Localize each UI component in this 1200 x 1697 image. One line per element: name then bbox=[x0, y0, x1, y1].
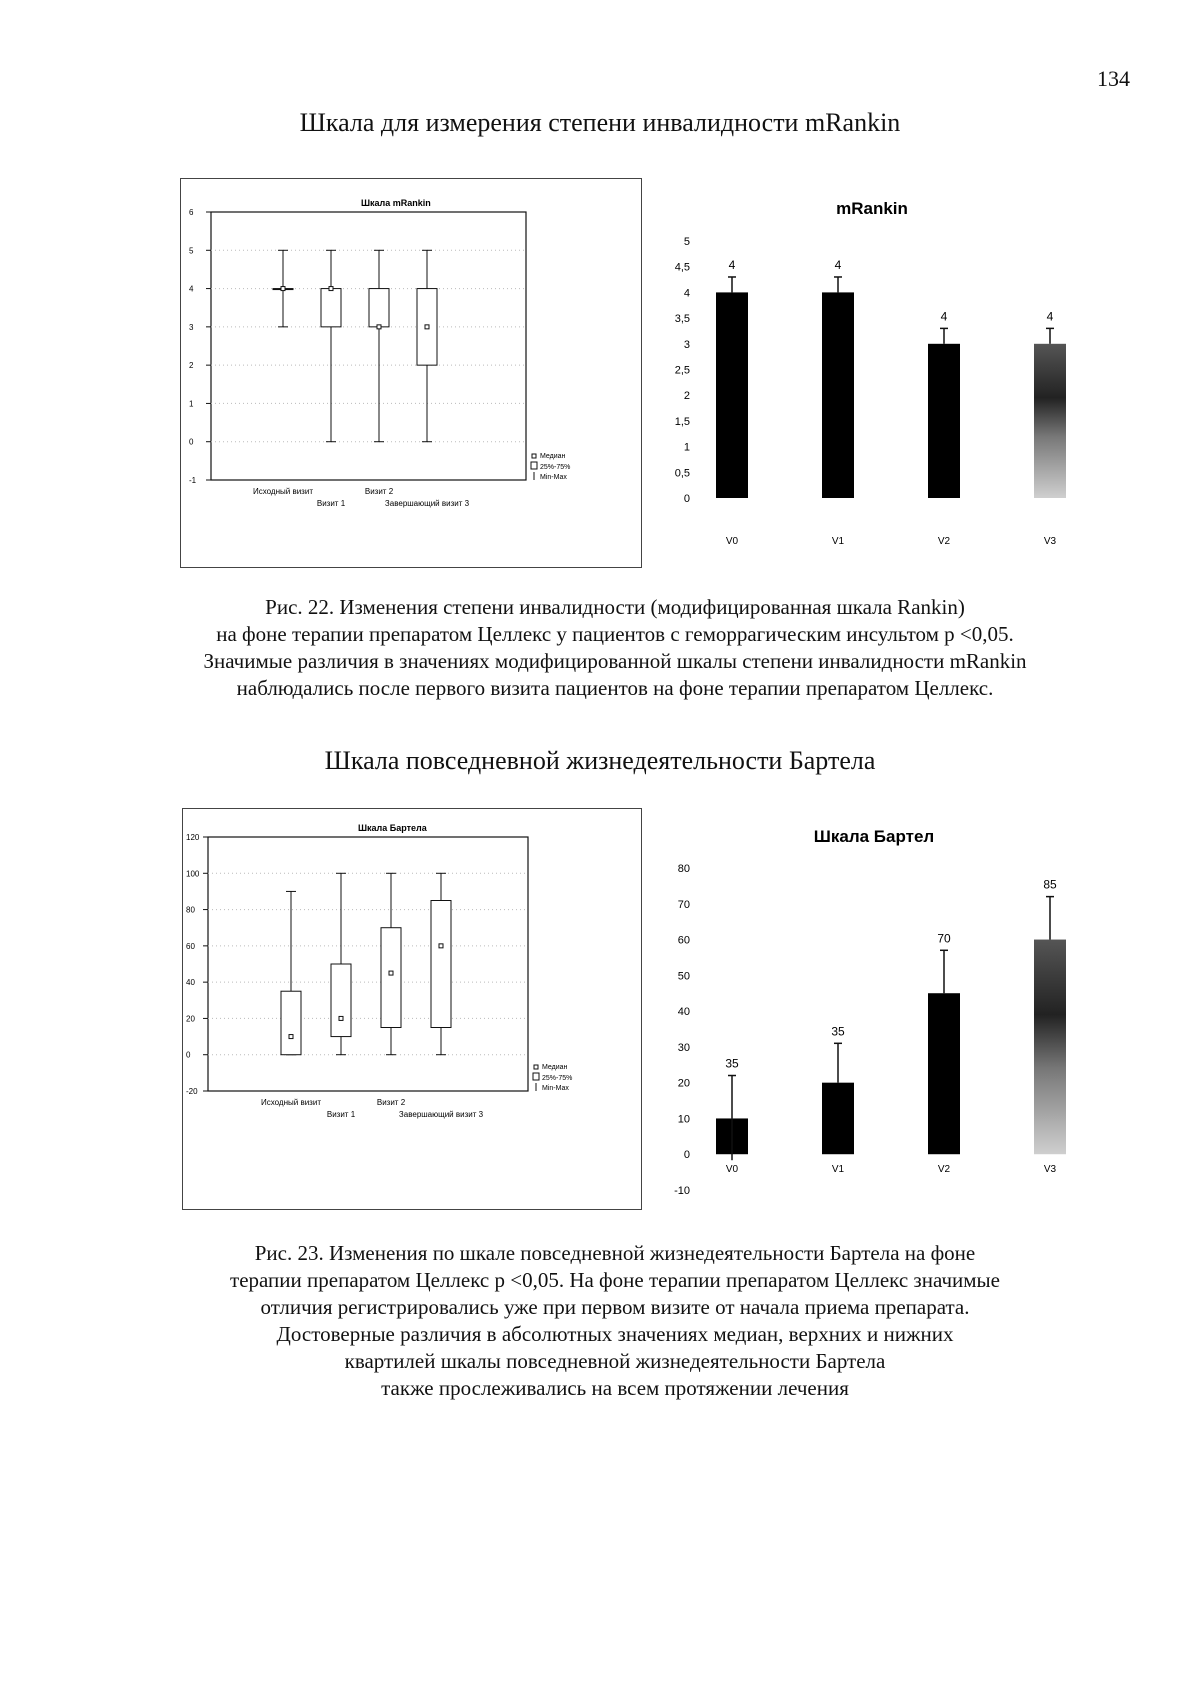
median-marker bbox=[425, 325, 429, 329]
boxplot-title: Шкала mRankin bbox=[361, 198, 431, 208]
box-iqr bbox=[321, 289, 341, 327]
box-iqr bbox=[331, 964, 351, 1037]
category-label: Исходный визит bbox=[261, 1098, 321, 1107]
legend-median-label: Медиан bbox=[542, 1064, 568, 1071]
y-tick-label: 30 bbox=[677, 1041, 690, 1054]
median-marker bbox=[439, 944, 443, 948]
bar-v2 bbox=[928, 993, 960, 1154]
bar-v3 bbox=[1034, 344, 1066, 498]
bar-v0 bbox=[716, 292, 748, 498]
y-tick-label: 70 bbox=[677, 898, 690, 911]
plot-area bbox=[208, 837, 528, 1091]
caption-line: Рис. 23. Изменения по шкале повседневной жизнедеятельности Бартела на фоне bbox=[254, 1241, 976, 1265]
caption-line: Значимые различия в значениях модифицированной шкалы степени инвалидности mRankin bbox=[203, 649, 1027, 673]
y-tick-label: 60 bbox=[677, 934, 690, 947]
y-tick-label: 0 bbox=[683, 493, 690, 505]
y-tick-label: 2 bbox=[189, 361, 194, 371]
boxplot-frame-mrankin bbox=[180, 178, 642, 568]
y-tick-label: 4 bbox=[683, 287, 690, 300]
y-tick-label: -20 bbox=[186, 1087, 198, 1096]
y-tick-label: 20 bbox=[677, 1077, 690, 1090]
y-tick-label: 5 bbox=[189, 246, 194, 256]
median-marker bbox=[377, 325, 381, 329]
legend-median-icon bbox=[534, 1065, 538, 1069]
chart-title: Шкала Бартел bbox=[813, 827, 935, 846]
y-tick-label: 1,5 bbox=[674, 415, 690, 428]
y-tick-label: 1 bbox=[189, 399, 194, 409]
legend-minmax-label: Min-Max bbox=[540, 474, 567, 481]
caption-line: квартилей шкалы повседневной жизнедеятельности Бартела bbox=[344, 1349, 886, 1373]
y-tick-label: 0,5 bbox=[674, 467, 690, 480]
bar-v2 bbox=[928, 344, 960, 498]
y-tick-label: 0 bbox=[683, 1149, 690, 1162]
figure-caption-22 bbox=[150, 594, 1080, 702]
category-label: V3 bbox=[1043, 1164, 1057, 1175]
category-label: Визит 1 bbox=[326, 1110, 356, 1119]
y-tick-label: 4 bbox=[189, 284, 194, 294]
bar-v1 bbox=[822, 1083, 854, 1155]
category-label: V2 bbox=[937, 536, 951, 547]
category-label: Визит 1 bbox=[316, 499, 346, 508]
chart-title: mRankin bbox=[836, 199, 908, 218]
y-tick-label: 5 bbox=[683, 236, 690, 248]
y-tick-label: 40 bbox=[677, 1006, 690, 1019]
y-tick-label: 3 bbox=[189, 322, 194, 332]
category-label: Визит 2 bbox=[364, 487, 394, 496]
category-label: Визит 2 bbox=[376, 1098, 406, 1107]
caption-line: также прослеживались на всем протяжении лечения bbox=[381, 1376, 849, 1400]
data-label: 35 bbox=[831, 1024, 845, 1039]
section-title-barthel: Шкала повседневной жизнедеятельности Бартела bbox=[324, 746, 876, 775]
section-title-mrankin: Шкала для измерения степени инвалидности mRankin bbox=[299, 108, 901, 137]
caption-line: наблюдались после первого визита пациентов на фоне терапии препаратом Целлекс. bbox=[236, 676, 994, 700]
page-number: 134 bbox=[1097, 66, 1130, 91]
y-tick-label: 0 bbox=[189, 437, 194, 447]
category-label: V0 bbox=[725, 536, 739, 547]
legend-iqr-icon bbox=[533, 1073, 539, 1080]
y-tick-label: -10 bbox=[674, 1185, 690, 1197]
y-tick-label: -1 bbox=[189, 476, 197, 485]
legend-minmax-label: Min-Max bbox=[542, 1085, 569, 1092]
legend-iqr-label: 25%-75% bbox=[540, 464, 571, 471]
y-tick-label: 4,5 bbox=[674, 261, 690, 274]
category-label: Завершающий визит 3 bbox=[384, 499, 470, 508]
plot-area bbox=[211, 212, 526, 480]
box-iqr bbox=[381, 928, 401, 1028]
boxplot-title: Шкала Бартела bbox=[358, 823, 427, 833]
barchart-barthel bbox=[660, 808, 1160, 1208]
y-tick-label: 80 bbox=[677, 863, 690, 875]
median-marker bbox=[339, 1016, 343, 1020]
y-tick-label: 120 bbox=[186, 833, 200, 842]
y-tick-label: 3 bbox=[683, 338, 690, 351]
category-label: Завершающий визит 3 bbox=[398, 1110, 484, 1119]
y-tick-label: 10 bbox=[677, 1113, 690, 1126]
legend-iqr-label: 25%-75% bbox=[542, 1075, 573, 1082]
data-label: 4 bbox=[940, 309, 948, 324]
y-tick-label: 50 bbox=[677, 970, 690, 983]
boxplot-barthel bbox=[183, 809, 641, 1209]
data-label: 35 bbox=[725, 1056, 739, 1071]
median-marker bbox=[289, 1035, 293, 1039]
y-tick-label: 6 bbox=[189, 208, 194, 217]
legend-median-icon bbox=[532, 454, 536, 458]
y-tick-label: 3,5 bbox=[674, 313, 690, 326]
y-tick-label: 100 bbox=[186, 869, 200, 879]
caption-line: Достоверные различия в абсолютных значениях медиан, верхних и нижних bbox=[276, 1322, 954, 1346]
box-iqr bbox=[369, 289, 389, 327]
category-label: Исходный визит bbox=[253, 487, 313, 496]
y-tick-label: 80 bbox=[186, 905, 195, 915]
caption-line: терапии препаратом Целлекс p <0,05. На фоне терапии препаратом Целлекс значимые bbox=[230, 1268, 1000, 1292]
data-label: 85 bbox=[1043, 877, 1057, 892]
data-label: 70 bbox=[937, 931, 951, 946]
category-label: V2 bbox=[937, 1164, 951, 1175]
y-tick-label: 0 bbox=[186, 1050, 191, 1060]
box-iqr bbox=[281, 991, 301, 1054]
y-tick-label: 2,5 bbox=[674, 364, 690, 377]
category-label: V0 bbox=[725, 1164, 739, 1175]
barchart-mrankin bbox=[660, 178, 1160, 568]
caption-line: отличия регистрировались уже при первом визите от начала приема препарата. bbox=[260, 1295, 970, 1319]
category-label: V3 bbox=[1043, 536, 1057, 547]
boxplot-frame-barthel bbox=[182, 808, 642, 1210]
data-label: 4 bbox=[1046, 309, 1054, 324]
y-tick-label: 40 bbox=[186, 978, 195, 988]
data-label: 4 bbox=[834, 257, 842, 272]
median-marker bbox=[329, 287, 333, 291]
category-label: V1 bbox=[831, 1164, 845, 1175]
y-tick-label: 20 bbox=[186, 1014, 195, 1024]
caption-line: Рис. 22. Изменения степени инвалидности (модифицированная шкала Rankin) bbox=[265, 595, 965, 619]
median-marker bbox=[389, 971, 393, 975]
legend-iqr-icon bbox=[531, 462, 537, 469]
y-tick-label: 2 bbox=[683, 390, 690, 403]
boxplot-mrankin bbox=[181, 179, 641, 567]
median-marker bbox=[281, 287, 285, 291]
data-label: 4 bbox=[728, 257, 736, 272]
bar-v1 bbox=[822, 292, 854, 498]
caption-line: на фоне терапии препаратом Целлекс у пациентов с геморрагическим инсультом p <0,05. bbox=[216, 622, 1014, 646]
category-label: V1 bbox=[831, 536, 845, 547]
legend-median-label: Медиан bbox=[540, 453, 566, 460]
y-tick-label: 1 bbox=[683, 441, 690, 454]
box-iqr bbox=[431, 901, 451, 1028]
y-tick-label: 60 bbox=[186, 941, 195, 951]
figure-caption-23 bbox=[150, 1240, 1080, 1402]
bar-v3 bbox=[1034, 940, 1066, 1155]
